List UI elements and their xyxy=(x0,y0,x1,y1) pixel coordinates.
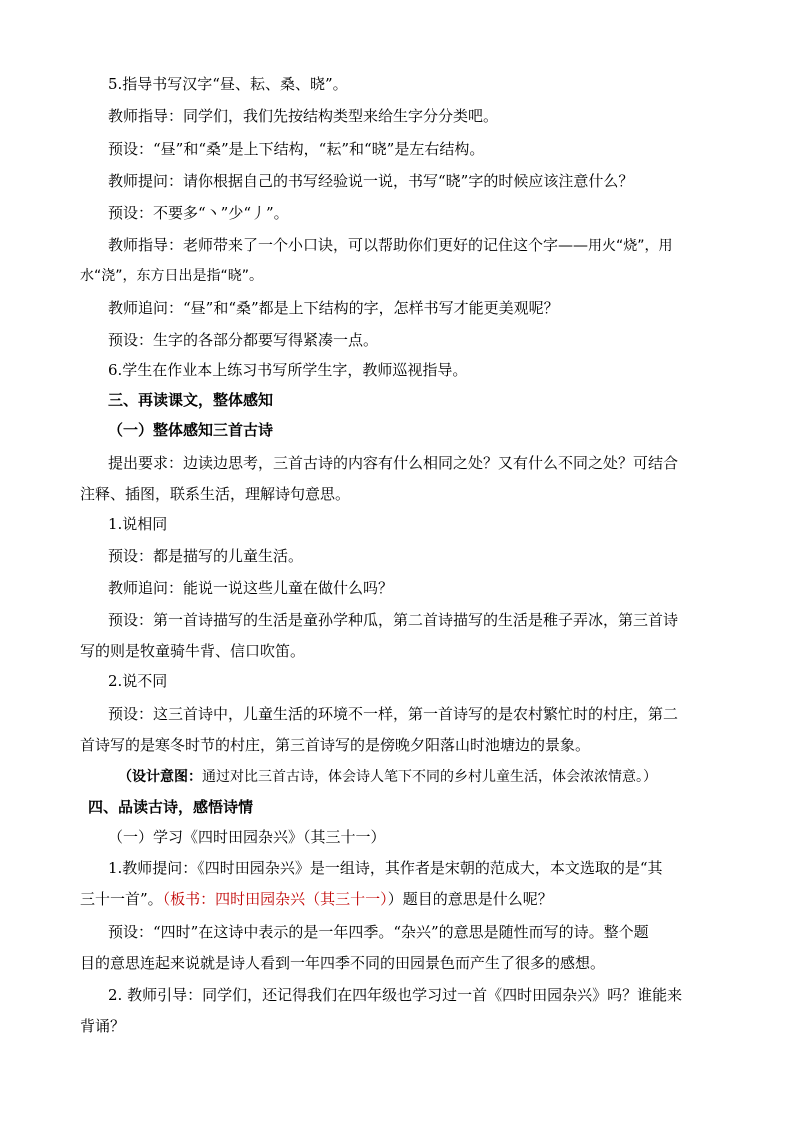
subsection-heading: （一）学习《四时田园杂兴》（其三十一） xyxy=(108,828,386,846)
paragraph-line: 1.说相同 xyxy=(108,515,168,533)
paragraph-line: 预设：第一首诗描写的生活是童孙学种瓜，第二首诗描写的生活是稚子弄冰，第三首诗 xyxy=(108,611,679,629)
paragraph-line: 教师追问：“昼”和“桑”都是上下结构的字，怎样书写才能更美观呢？ xyxy=(108,299,559,317)
paragraph-line: 教师追问：能说一说这些儿童在做什么吗？ xyxy=(108,579,394,597)
paragraph-line: 教师提问：请你根据自己的书写经验说一说，书写“晓”字的时候应该注意什么？ xyxy=(108,172,634,190)
paragraph-line: 2.说不同 xyxy=(108,672,168,690)
paragraph-line: 水“浇”，东方日出是指“晓”。 xyxy=(80,268,264,284)
paragraph-line: 预设：不要多“丶”少“丿”。 xyxy=(108,204,289,222)
paragraph-line: 背诵？ xyxy=(80,1017,126,1035)
paragraph-line: 三十一首”。（板书：四时田园杂兴（其三十一））题目的意思是什么呢？ xyxy=(80,890,553,908)
section-heading: 三、再读课文，整体感知 xyxy=(108,391,274,409)
paragraph-line: 目的意思连起来说就是诗人看到一年四季不同的田园景色而产生了很多的感想。 xyxy=(80,954,606,972)
paragraph-line: 预设：这三首诗中，儿童生活的环境不一样，第一首诗写的是农村繁忙时的村庄，第二 xyxy=(108,705,679,723)
paragraph-line: 6.学生在作业本上练习书写所学生字，教师巡视指导。 xyxy=(108,361,468,379)
subsection-heading: （一）整体感知三首古诗 xyxy=(108,421,274,439)
paragraph-line: 教师指导：老师带来了一个小口诀，可以帮助你们更好的记住这个字——用火“烧”，用 xyxy=(108,236,673,254)
paragraph-line: 预设：“四时”在这诗中表示的是一年四季。“杂兴”的意思是随性而写的诗。整个题 xyxy=(108,923,649,941)
board-writing-note: （板书：四时田园杂兴（其三十一） xyxy=(162,890,388,908)
paragraph-line: 预设：“昼”和“桑”是上下结构，“耘”和“晓”是左右结构。 xyxy=(108,140,485,158)
paragraph-line: 注释、插图，联系生活，理解诗句意思。 xyxy=(80,485,351,503)
paragraph-line: 提出要求：边读边思考，三首古诗的内容有什么相同之处？又有什么不同之处？可结合 xyxy=(108,454,679,472)
paragraph-line: 写的则是牧童骑牛背、信口吹笛。 xyxy=(80,642,306,660)
paragraph-line: 2. 教师引导：同学们，还记得我们在四年级也学习过一首《四时田园杂兴》吗？谁能来 xyxy=(108,986,683,1004)
paragraph-line: 5.指导书写汉字“昼、耘、桑、晓”。 xyxy=(108,75,348,93)
paragraph-line: 教师指导：同学们，我们先按结构类型来给生字分分类吧。 xyxy=(108,107,499,125)
paragraph-line: 1.教师提问：《四时田园杂兴》是一组诗，其作者是宋朝的范成大，本文选取的是“其 xyxy=(108,859,663,877)
paragraph-line: 预设：都是描写的儿童生活。 xyxy=(108,547,304,565)
paragraph-line: 首诗写的是寒冬时节的村庄，第三首诗写的是傍晚夕阳落山时池塘边的景象。 xyxy=(80,736,591,754)
paragraph-line: 预设：生字的各部分都要写得紧凑一点。 xyxy=(108,331,379,349)
section-heading: 四、品读古诗，感悟诗情 xyxy=(88,798,254,816)
design-intent-note: （设计意图：通过对比三首古诗，体会诗人笔下不同的乡村儿童生活，体会浓浓情意。） xyxy=(118,769,657,785)
